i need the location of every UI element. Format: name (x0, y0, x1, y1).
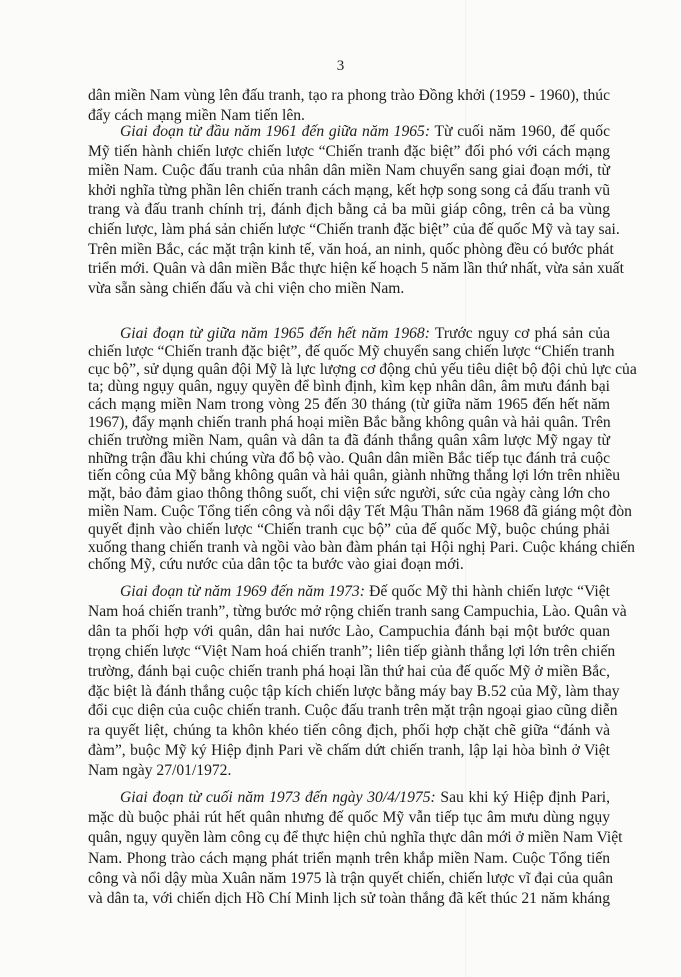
text-line (88, 521, 610, 539)
line-text: Nam hoá chiến tranh”, từng bước mở rộng chiến tranh sang Campuchia, Lào. Quân và (88, 602, 627, 620)
text-line (88, 122, 610, 142)
text-line (88, 279, 610, 299)
paragraph-1973-1975 (88, 788, 623, 909)
text-line (88, 220, 620, 240)
text-line (88, 142, 610, 162)
line-text: những trận đầu khi chúng vừa đổ bộ vào. Quân dân miền Bắc tiếp tục đánh trả cuộc (88, 449, 610, 467)
text-line (88, 828, 623, 848)
line-text: đổi cục diện của cuộc chiến tranh. Cuộc đấu tranh trên mặt trận ngoại giao cũng diễn (88, 702, 618, 720)
line-text: dân ta phối hợp với quân, dân hai nước Lào, Campuchia đánh bại một bước quan (88, 622, 610, 640)
text-line (88, 761, 610, 781)
line-text: chiến trường miền Nam, quân và dân ta đã đánh thắng quân xâm lược Mỹ ngay từ (88, 431, 610, 449)
text-line (88, 485, 610, 503)
line-text: vừa sẵn sàng chiến đấu và chi viện cho miền Nam. (88, 279, 405, 297)
text-line (88, 741, 610, 761)
period-heading: Giai đoạn từ cuối năm 1973 đến ngày 30/4/1975: (120, 789, 436, 806)
period-heading: Giai đoạn từ giữa năm 1965 đến hết năm 1968: (120, 325, 430, 342)
text-line (88, 849, 610, 869)
line-text: công và nổi dậy mùa Xuân năm 1975 là trận quyết chiến, chiến lược vĩ đại của quân (88, 869, 614, 887)
line-text: mặc dù buộc phải rút hết quân nhưng đế quốc Mỹ vẫn tiếp tục âm mưu dùng ngụy (88, 809, 610, 827)
period-heading: Giai đoạn từ năm 1969 đến năm 1973: (120, 583, 365, 600)
paragraph-1969-1973 (88, 582, 627, 781)
text-line (88, 701, 618, 721)
text-line (88, 721, 610, 741)
text-line (88, 642, 616, 662)
line-text: đặc biệt là đánh thắng cuộc tập kích chiến lược bằng máy bay B.52 của Mỹ, làm thay (88, 682, 620, 700)
text-line (88, 414, 610, 432)
period-heading: Giai đoạn từ đầu năm 1961 đến giữa năm 1965: (120, 123, 431, 140)
text-line (88, 342, 615, 361)
text-line (88, 556, 610, 574)
paragraph-1965-1968 (88, 325, 637, 574)
line-text: trang và đấu tranh chính trị, đánh địch bằng cả ba mũi giáp công, trên cả ba vùng (88, 201, 610, 219)
text-line (88, 502, 632, 521)
line-text: tiến công của Mỹ bằng không quân và hải quân, giành những thắng lợi lớn trên nhiều (88, 467, 621, 485)
line-text: quân, ngụy quyền làm công cụ để thực hiện chủ nghĩa thực dân mới ở miền Nam Việt (88, 829, 623, 847)
text-line (88, 396, 610, 414)
text-line (88, 582, 610, 602)
text-line (88, 538, 635, 557)
text-line (88, 181, 610, 201)
line-text: cục bộ”, sử dụng quân đội Mỹ là lực lượng cơ động chủ yếu tiêu diệt bộ đội chủ lực của (88, 360, 637, 378)
line-text: ta; dùng ngụy quân, ngụy quyền để bình định, kìm kẹp nhân dân, âm mưu đánh bại (88, 378, 610, 396)
page-number: 3 (336, 58, 345, 74)
line-text: Nam. Phong trào cách mạng phát triển mạnh trên khắp miền Nam. Cuộc Tổng tiến (88, 849, 610, 867)
text-line (88, 200, 610, 220)
line-text: chống Mỹ, cứu nước của dân tộc ta bước vào giai đoạn mới. (88, 556, 464, 574)
text-line (88, 622, 610, 642)
text-line (88, 889, 610, 909)
text-line (88, 378, 610, 396)
text-line (88, 808, 610, 828)
line-text: quyết định vào chiến lược “Chiến tranh cục bộ” của đế quốc Mỹ, buộc chúng phải (88, 520, 610, 538)
text-line (88, 467, 621, 485)
line-text: mặt, bảo đảm giao thông thông suốt, chi viện sức người, sức của ngày càng lớn cho (88, 485, 610, 503)
paragraph-continuation (88, 86, 610, 125)
text-line (88, 662, 610, 682)
line-text: Nam ngày 27/01/1972. (88, 762, 232, 780)
line-text: miền Nam. Cuộc đấu tranh của nhân dân miền Nam chuyển sang giai đoạn mới, từ (88, 162, 610, 180)
line-text: Mỹ tiến hành chiến lược chiến lược “Chiến tranh đặc biệt” đối phó với cách mạng (88, 142, 610, 160)
text-line (88, 360, 637, 379)
line-text: 1967), đẩy mạnh chiến tranh phá hoại miền Bắc bằng không quân và hải quân. Trên (88, 413, 611, 431)
text-line (88, 161, 610, 181)
line-text: miền Nam. Cuộc Tổng tiến công và nổi dậy Tết Mậu Thân năm 1968 đã giáng một đòn (88, 502, 632, 520)
line-text: trường, đánh bại cuộc chiến tranh phá hoại lần thứ hai của đế quốc Mỹ ở miền Bắc, (88, 662, 610, 680)
line-text: dân miền Nam vùng lên đấu tranh, tạo ra phong trào Đồng khởi (1959 - 1960), thúc (88, 87, 610, 104)
text-line (88, 602, 627, 622)
line-text: chiến lược, làm phá sản chiến lược “Chiến tranh đặc biệt” của đế quốc Mỹ và tay sai. (88, 220, 620, 238)
line-text: Từ cuối năm 1960, đế quốc (430, 123, 610, 140)
line-text: chiến lược “Chiến tranh đặc biệt”, đế quốc Mỹ chuyển sang chiến lược “Chiến tranh (88, 342, 615, 360)
text-line (88, 86, 610, 106)
text-line (88, 450, 610, 468)
line-text: khởi nghĩa từng phần lên chiến tranh cách mạng, kết hợp song song cả đấu tranh vũ (88, 181, 610, 199)
line-text: đẩy cách mạng miền Nam tiến lên. (88, 106, 305, 124)
text-line (88, 259, 624, 279)
text-line (88, 325, 610, 343)
text-line (88, 682, 620, 702)
line-text: triển mới. Quân và dân miền Bắc thực hiện kế hoạch 5 năm lần thứ nhất, vừa sản xuất (88, 260, 624, 278)
text-line (88, 240, 614, 260)
text-line (88, 869, 614, 889)
paragraph-1961-1965 (88, 122, 624, 298)
line-text: xuống thang chiến tranh và ngồi vào bàn đàm phán tại Hội nghị Pari. Cuộc kháng chiến (88, 538, 635, 556)
line-text: Trên miền Bắc, các mặt trận kinh tế, văn hoá, an ninh, quốc phòng đều có bước phát (88, 240, 614, 258)
text-line (88, 432, 610, 450)
line-text: trọng chiến lược “Việt Nam hoá chiến tranh”; liên tiếp giành thắng lợi lớn trên chiến (88, 642, 616, 660)
line-text: đàm”, buộc Mỹ ký Hiệp định Pari về chấm dứt chiến tranh, lập lại hòa bình ở Việt (88, 742, 610, 760)
line-text: cách mạng miền Nam trong vòng 25 đến 30 tháng (từ giữa năm 1965 đến hết năm (88, 396, 610, 414)
line-text: ra quyết liệt, chúng ta khôn khéo tiến công địch, phối hợp chặt chẽ giữa “đánh và (88, 722, 610, 740)
line-text: và dân ta, với chiến dịch Hồ Chí Minh lịch sử toàn thắng đã kết thúc 21 năm kháng (88, 890, 610, 908)
line-text: Đế quốc Mỹ thi hành chiến lược “Việt (364, 583, 610, 600)
line-text: Trước nguy cơ phá sản của (429, 325, 610, 342)
line-text: Sau khi ký Hiệp định Pari, (435, 789, 610, 806)
text-line (88, 788, 610, 808)
